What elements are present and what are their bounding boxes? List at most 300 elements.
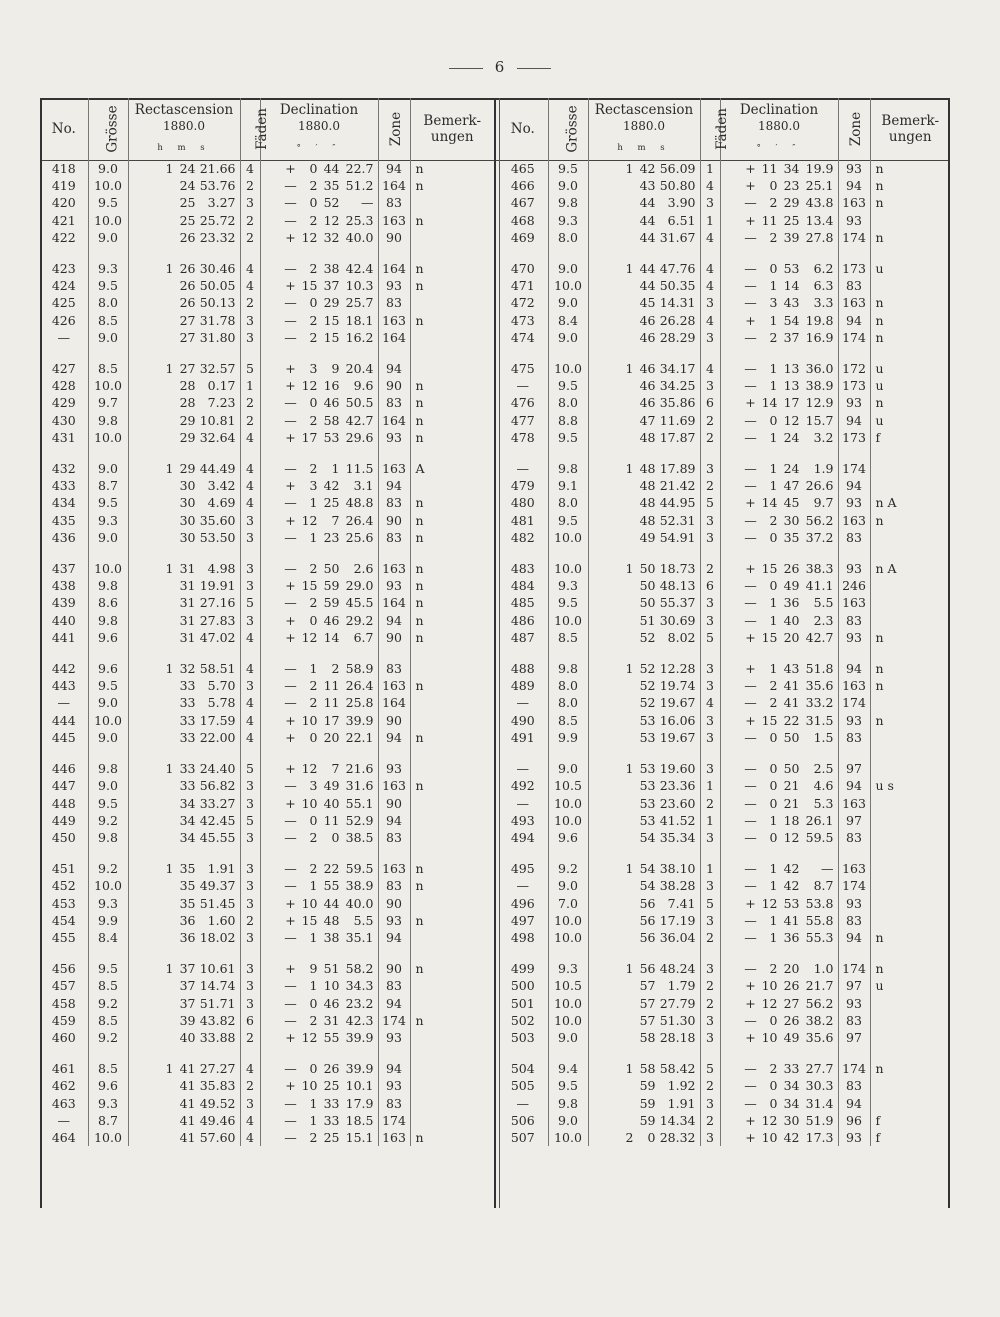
cell-number: 503	[498, 1029, 548, 1046]
dec-arcseconds: 41.1	[805, 578, 834, 594]
ra-seconds: 48.24	[659, 961, 696, 977]
cell-remarks	[410, 694, 494, 711]
cell-right-ascension	[128, 777, 240, 794]
ra-seconds: 22.00	[199, 729, 236, 745]
dec-arcminutes: 20	[323, 729, 340, 745]
cell-zone: 164	[378, 594, 410, 611]
cell-declination	[260, 477, 378, 494]
cell-magnitude: 9.6	[88, 660, 128, 677]
dec-sign: —	[284, 1095, 297, 1111]
cell-right-ascension	[128, 560, 240, 577]
cell-remarks	[870, 912, 950, 929]
cell-threads: 4	[240, 460, 260, 477]
dec-arcminutes: 54	[783, 312, 800, 328]
ra-seconds: 35.83	[199, 1078, 236, 1094]
cell-zone: 93	[838, 895, 870, 912]
cell-declination	[720, 529, 838, 546]
cell-threads: 3	[700, 1012, 720, 1029]
dec-degrees: 0	[309, 729, 318, 745]
cell-zone: 94	[838, 477, 870, 494]
cell-remarks	[410, 660, 494, 677]
ra-seconds: 23.60	[659, 795, 696, 811]
cell-threads: 4	[240, 1129, 260, 1146]
ra-hours: 1	[165, 861, 174, 877]
cell-threads: 2	[700, 929, 720, 946]
dec-degrees: 12	[761, 1112, 778, 1128]
dec-arcminutes: 23	[783, 178, 800, 194]
cell-zone: 83	[378, 660, 410, 677]
cell-number: 444	[40, 712, 88, 729]
cell-remarks	[410, 1060, 494, 1077]
dec-sign: —	[744, 729, 757, 745]
dec-arcminutes: 40	[783, 612, 800, 628]
table-row	[498, 1129, 950, 1146]
ra-hours: 1	[625, 661, 634, 677]
dec-arcminutes: 26	[783, 561, 800, 577]
dec-arcminutes: 43	[783, 661, 800, 677]
cell-zone: 163	[378, 212, 410, 229]
dec-arcseconds: 22.7	[345, 161, 374, 176]
ra-hours: 1	[165, 761, 174, 777]
cell-magnitude: 8.7	[88, 1112, 128, 1129]
ra-hours: 1	[625, 161, 634, 176]
dec-arcminutes: 45	[783, 495, 800, 511]
cell-right-ascension	[128, 612, 240, 629]
dec-arcminutes: 38	[323, 261, 340, 277]
cell-declination	[260, 512, 378, 529]
dec-degrees: 0	[769, 578, 778, 594]
cell-remarks: n	[415, 578, 424, 594]
cell-threads: 4	[700, 177, 720, 194]
cell-zone: 163	[378, 777, 410, 794]
table-row	[498, 895, 950, 912]
dec-arcseconds: 42.7	[805, 629, 834, 645]
dec-arcminutes: 14	[783, 278, 800, 294]
ra-seconds: 16.06	[659, 712, 696, 728]
cell-threads: 3	[240, 977, 260, 994]
ra-minutes: 50	[639, 595, 656, 611]
ra-seconds: 31.67	[659, 229, 696, 245]
dec-sign: +	[745, 995, 756, 1011]
dec-sign: +	[285, 612, 296, 628]
cell-zone: 93	[378, 912, 410, 929]
ra-minutes: 46	[639, 329, 656, 345]
cell-threads: 5	[700, 1060, 720, 1077]
table-row	[498, 529, 950, 546]
dec-arcseconds: 19.9	[805, 161, 834, 176]
dec-sign: +	[285, 729, 296, 745]
ra-hours: 1	[625, 1061, 634, 1077]
cell-zone: 164	[378, 260, 410, 277]
cell-zone: 83	[838, 1077, 870, 1094]
cell-zone: 93	[838, 1129, 870, 1146]
cell-remarks: n	[875, 329, 884, 345]
ra-seconds: 32.64	[199, 429, 236, 445]
cell-zone: 94	[378, 812, 410, 829]
ra-hours: 1	[165, 461, 174, 477]
cell-remarks: n	[415, 595, 424, 611]
dec-arcseconds: 4.6	[813, 778, 834, 794]
cell-zone: 97	[838, 1029, 870, 1046]
ra-minutes: 29	[179, 461, 196, 477]
cell-declination	[720, 860, 838, 877]
cell-right-ascension	[128, 629, 240, 646]
ra-seconds: 58.51	[199, 661, 236, 677]
cell-threads: 4	[240, 1112, 260, 1129]
cell-threads: 2	[240, 229, 260, 246]
dec-arcminutes: 0	[331, 829, 340, 845]
cell-zone: 97	[838, 977, 870, 994]
cell-threads: 1	[240, 377, 260, 394]
cell-threads: 4	[240, 477, 260, 494]
cell-magnitude: 10.0	[548, 929, 588, 946]
dec-arcminutes: 48	[323, 912, 340, 928]
ra-minutes: 53	[639, 812, 656, 828]
cell-number: 500	[498, 977, 548, 994]
cell-magnitude: 9.0	[88, 329, 128, 346]
dec-arcseconds: 26.1	[805, 812, 834, 828]
table-row	[498, 929, 950, 946]
dec-arcminutes: 7	[331, 512, 340, 528]
group-spacer	[40, 346, 494, 360]
table-row	[498, 329, 950, 346]
cell-remarks: u	[875, 978, 884, 994]
table-row	[498, 477, 950, 494]
dec-arcseconds: 18.1	[345, 312, 374, 328]
cell-right-ascension	[128, 1129, 240, 1146]
cell-remarks	[410, 329, 494, 346]
cell-remarks: n A	[875, 561, 897, 577]
cell-right-ascension	[588, 377, 700, 394]
ra-hours: 1	[625, 461, 634, 477]
ra-seconds: 21.66	[199, 161, 236, 176]
cell-threads: 3	[240, 829, 260, 846]
dec-sign: —	[744, 778, 757, 794]
ra-seconds: 32.57	[199, 361, 236, 377]
dec-sign: +	[285, 1029, 296, 1045]
dec-arcseconds: 3.3	[813, 295, 834, 311]
cell-declination	[720, 1077, 838, 1094]
ra-minutes: 59	[639, 1078, 656, 1094]
cell-threads: 4	[240, 694, 260, 711]
ra-seconds: 35.86	[659, 395, 696, 411]
ra-seconds: 51.30	[659, 1012, 696, 1028]
dec-degrees: 15	[761, 629, 778, 645]
cell-magnitude: 10.0	[88, 877, 128, 894]
dec-degrees: 0	[309, 161, 318, 176]
dec-degrees: 2	[309, 829, 318, 845]
dec-arcminutes: 11	[323, 678, 340, 694]
ra-seconds: 27.83	[199, 612, 236, 628]
cell-right-ascension	[588, 760, 700, 777]
cell-zone: 83	[378, 1095, 410, 1112]
cell-zone: 83	[378, 294, 410, 311]
cell-remarks	[870, 460, 950, 477]
dec-arcminutes: 33	[323, 1095, 340, 1111]
cell-right-ascension	[128, 712, 240, 729]
dec-sign: +	[285, 712, 296, 728]
ra-minutes: 31	[179, 595, 196, 611]
cell-magnitude: 10.5	[548, 977, 588, 994]
table-row	[498, 1012, 950, 1029]
dec-arcseconds: 10.3	[345, 278, 374, 294]
cell-right-ascension	[588, 977, 700, 994]
ra-seconds: 30.69	[659, 612, 696, 628]
cell-remarks: n	[875, 712, 884, 728]
ra-seconds: 50.35	[659, 278, 696, 294]
cell-magnitude: 9.5	[88, 194, 128, 211]
cell-threads: 4	[240, 660, 260, 677]
cell-declination	[720, 729, 838, 746]
dec-sign: —	[744, 861, 757, 877]
ra-seconds: 14.74	[199, 978, 236, 994]
dec-arcseconds: 17.9	[345, 1095, 374, 1111]
cell-magnitude: 10.0	[548, 995, 588, 1012]
cell-zone: 94	[378, 1060, 410, 1077]
cell-right-ascension	[588, 412, 700, 429]
cell-remarks: u	[875, 378, 884, 394]
cell-declination	[720, 912, 838, 929]
dec-arcseconds: 31.6	[345, 778, 374, 794]
table-row	[498, 294, 950, 311]
cell-zone: 163	[378, 312, 410, 329]
cell-zone: 174	[838, 960, 870, 977]
dec-arcminutes: 24	[783, 461, 800, 477]
cell-threads: 3	[240, 512, 260, 529]
table-row	[40, 694, 494, 711]
dec-sign: +	[285, 278, 296, 294]
cell-declination	[260, 160, 378, 177]
dec-arcminutes: 53	[783, 895, 800, 911]
cell-magnitude: 8.5	[88, 1012, 128, 1029]
cell-magnitude: 9.3	[88, 260, 128, 277]
ra-seconds: 47.02	[199, 629, 236, 645]
table-row	[40, 929, 494, 946]
cell-right-ascension	[128, 194, 240, 211]
cell-magnitude: 8.0	[548, 494, 588, 511]
cell-threads: 4	[240, 277, 260, 294]
cell-remarks: n	[415, 729, 424, 745]
ra-seconds: 11.69	[659, 412, 696, 428]
cell-number: —	[498, 795, 548, 812]
dec-arcseconds: 58.9	[345, 661, 374, 677]
cell-magnitude: 9.2	[88, 860, 128, 877]
cell-threads: 3	[700, 329, 720, 346]
cell-declination	[720, 1129, 838, 1146]
cell-number: —	[498, 377, 548, 394]
dec-degrees: 0	[769, 778, 778, 794]
cell-right-ascension	[128, 329, 240, 346]
cell-zone: 83	[838, 1012, 870, 1029]
dec-arcseconds: 6.7	[353, 629, 374, 645]
dec-arcseconds: 20.4	[345, 361, 374, 377]
cell-right-ascension	[588, 795, 700, 812]
ra-seconds: 7.41	[667, 895, 696, 911]
cell-declination	[260, 677, 378, 694]
cell-threads: 4	[700, 260, 720, 277]
cell-declination	[260, 1060, 378, 1077]
ra-seconds: 17.89	[659, 461, 696, 477]
ra-seconds: 25.72	[199, 212, 236, 228]
cell-remarks: n	[415, 561, 424, 577]
ra-minutes: 50	[639, 578, 656, 594]
dec-degrees: 1	[309, 978, 318, 994]
table-row	[498, 760, 950, 777]
dec-sign: —	[744, 195, 757, 211]
group-spacer	[40, 1046, 494, 1060]
cell-zone: 164	[378, 177, 410, 194]
cell-magnitude: 9.8	[548, 194, 588, 211]
ra-minutes: 41	[179, 1078, 196, 1094]
cell-number: 504	[498, 1060, 548, 1077]
cell-right-ascension	[588, 1112, 700, 1129]
ra-seconds: 31.78	[199, 312, 236, 328]
cell-right-ascension	[588, 360, 700, 377]
dec-degrees: 3	[309, 361, 318, 377]
dec-degrees: 10	[301, 1078, 318, 1094]
cell-threads: 3	[700, 712, 720, 729]
cell-remarks: n	[415, 678, 424, 694]
dec-arcseconds: 42.7	[345, 412, 374, 428]
dec-arcminutes: 17	[323, 712, 340, 728]
cell-magnitude: 10.0	[548, 560, 588, 577]
ra-seconds: 55.37	[659, 595, 696, 611]
cell-magnitude: 9.8	[88, 412, 128, 429]
cell-remarks: n	[875, 161, 884, 176]
cell-remarks: n	[875, 629, 884, 645]
dec-degrees: 2	[769, 678, 778, 694]
dec-arcminutes: 15	[323, 312, 340, 328]
ra-hours: 1	[625, 561, 634, 577]
dec-degrees: 2	[769, 195, 778, 211]
cell-magnitude: 8.5	[88, 360, 128, 377]
dec-arcminutes: 12	[783, 412, 800, 428]
cell-number: 480	[498, 494, 548, 511]
cell-number: 487	[498, 629, 548, 646]
dec-sign: —	[284, 312, 297, 328]
ra-seconds: 3.90	[667, 195, 696, 211]
ra-seconds: 1.91	[667, 1095, 696, 1111]
dec-arcseconds: 5.5	[813, 595, 834, 611]
cell-zone: 93	[378, 577, 410, 594]
dec-degrees: 3	[769, 295, 778, 311]
cell-zone: 163	[838, 860, 870, 877]
cell-declination	[260, 277, 378, 294]
dec-arcseconds: 27.8	[805, 229, 834, 245]
table-row	[40, 160, 494, 177]
cell-number: 506	[498, 1112, 548, 1129]
cell-right-ascension	[128, 229, 240, 246]
cell-number: 494	[498, 829, 548, 846]
cell-magnitude: 8.6	[88, 594, 128, 611]
cell-remarks	[410, 977, 494, 994]
ra-minutes: 45	[639, 295, 656, 311]
cell-right-ascension	[128, 1060, 240, 1077]
cell-zone: 93	[838, 560, 870, 577]
ra-seconds: 21.42	[659, 478, 696, 494]
dec-arcseconds: 34.3	[345, 978, 374, 994]
group-spacer	[40, 446, 494, 460]
cell-threads: 4	[700, 312, 720, 329]
cell-number: 499	[498, 960, 548, 977]
table-row	[498, 729, 950, 746]
dec-degrees: 1	[309, 495, 318, 511]
cell-zone: 164	[378, 412, 410, 429]
ra-minutes: 53	[639, 761, 656, 777]
dec-sign: —	[744, 295, 757, 311]
dec-sign: +	[285, 378, 296, 394]
table-row	[498, 594, 950, 611]
dec-arcminutes: 13	[783, 361, 800, 377]
cell-threads: 2	[240, 212, 260, 229]
cell-threads: 2	[700, 412, 720, 429]
cell-number: 430	[40, 412, 88, 429]
dec-arcseconds: 25.7	[345, 295, 374, 311]
ra-minutes: 42	[639, 161, 656, 176]
cell-number: 424	[40, 277, 88, 294]
dec-arcminutes: 20	[783, 629, 800, 645]
dec-arcseconds: 11.5	[345, 461, 374, 477]
cell-threads: 2	[700, 977, 720, 994]
cell-declination	[720, 412, 838, 429]
cell-number: 455	[40, 929, 88, 946]
cell-number: 486	[498, 612, 548, 629]
cell-remarks	[870, 1012, 950, 1029]
ra-seconds: 53.50	[199, 529, 236, 545]
cell-threads: 5	[700, 895, 720, 912]
cell-right-ascension	[128, 529, 240, 546]
col-header-faeden: Fäden	[700, 98, 720, 160]
cell-declination	[260, 360, 378, 377]
group-spacer	[498, 246, 950, 260]
cell-remarks	[410, 194, 494, 211]
cell-declination	[260, 729, 378, 746]
cell-number: 443	[40, 677, 88, 694]
dec-degrees: 2	[309, 678, 318, 694]
dec-arcminutes: 13	[783, 378, 800, 394]
cell-zone: 174	[378, 1112, 410, 1129]
ra-seconds: 23.32	[199, 229, 236, 245]
cell-right-ascension	[128, 1077, 240, 1094]
cell-remarks: n	[415, 495, 424, 511]
table-row	[498, 494, 950, 511]
ra-hours: 1	[165, 261, 174, 277]
cell-remarks	[410, 477, 494, 494]
cell-remarks: n	[415, 312, 424, 328]
cell-remarks	[870, 529, 950, 546]
ra-seconds: 8.02	[667, 629, 696, 645]
cell-threads: 5	[240, 360, 260, 377]
dec-degrees: 2	[769, 229, 778, 245]
cell-right-ascension	[588, 812, 700, 829]
ra-seconds: 50.05	[199, 278, 236, 294]
cell-right-ascension	[588, 729, 700, 746]
cell-declination	[260, 494, 378, 511]
cell-right-ascension	[588, 194, 700, 211]
dec-degrees: 1	[769, 861, 778, 877]
cell-declination	[260, 760, 378, 777]
ra-seconds: 33.27	[199, 795, 236, 811]
cell-declination	[260, 712, 378, 729]
cell-magnitude: 9.5	[548, 377, 588, 394]
dec-degrees: 3	[309, 478, 318, 494]
table-row	[40, 995, 494, 1012]
ra-minutes: 54	[639, 829, 656, 845]
ra-seconds: 49.52	[199, 1095, 236, 1111]
dec-arcminutes: 10	[323, 978, 340, 994]
cell-magnitude: 8.7	[88, 477, 128, 494]
dec-arcseconds: 26.4	[345, 512, 374, 528]
